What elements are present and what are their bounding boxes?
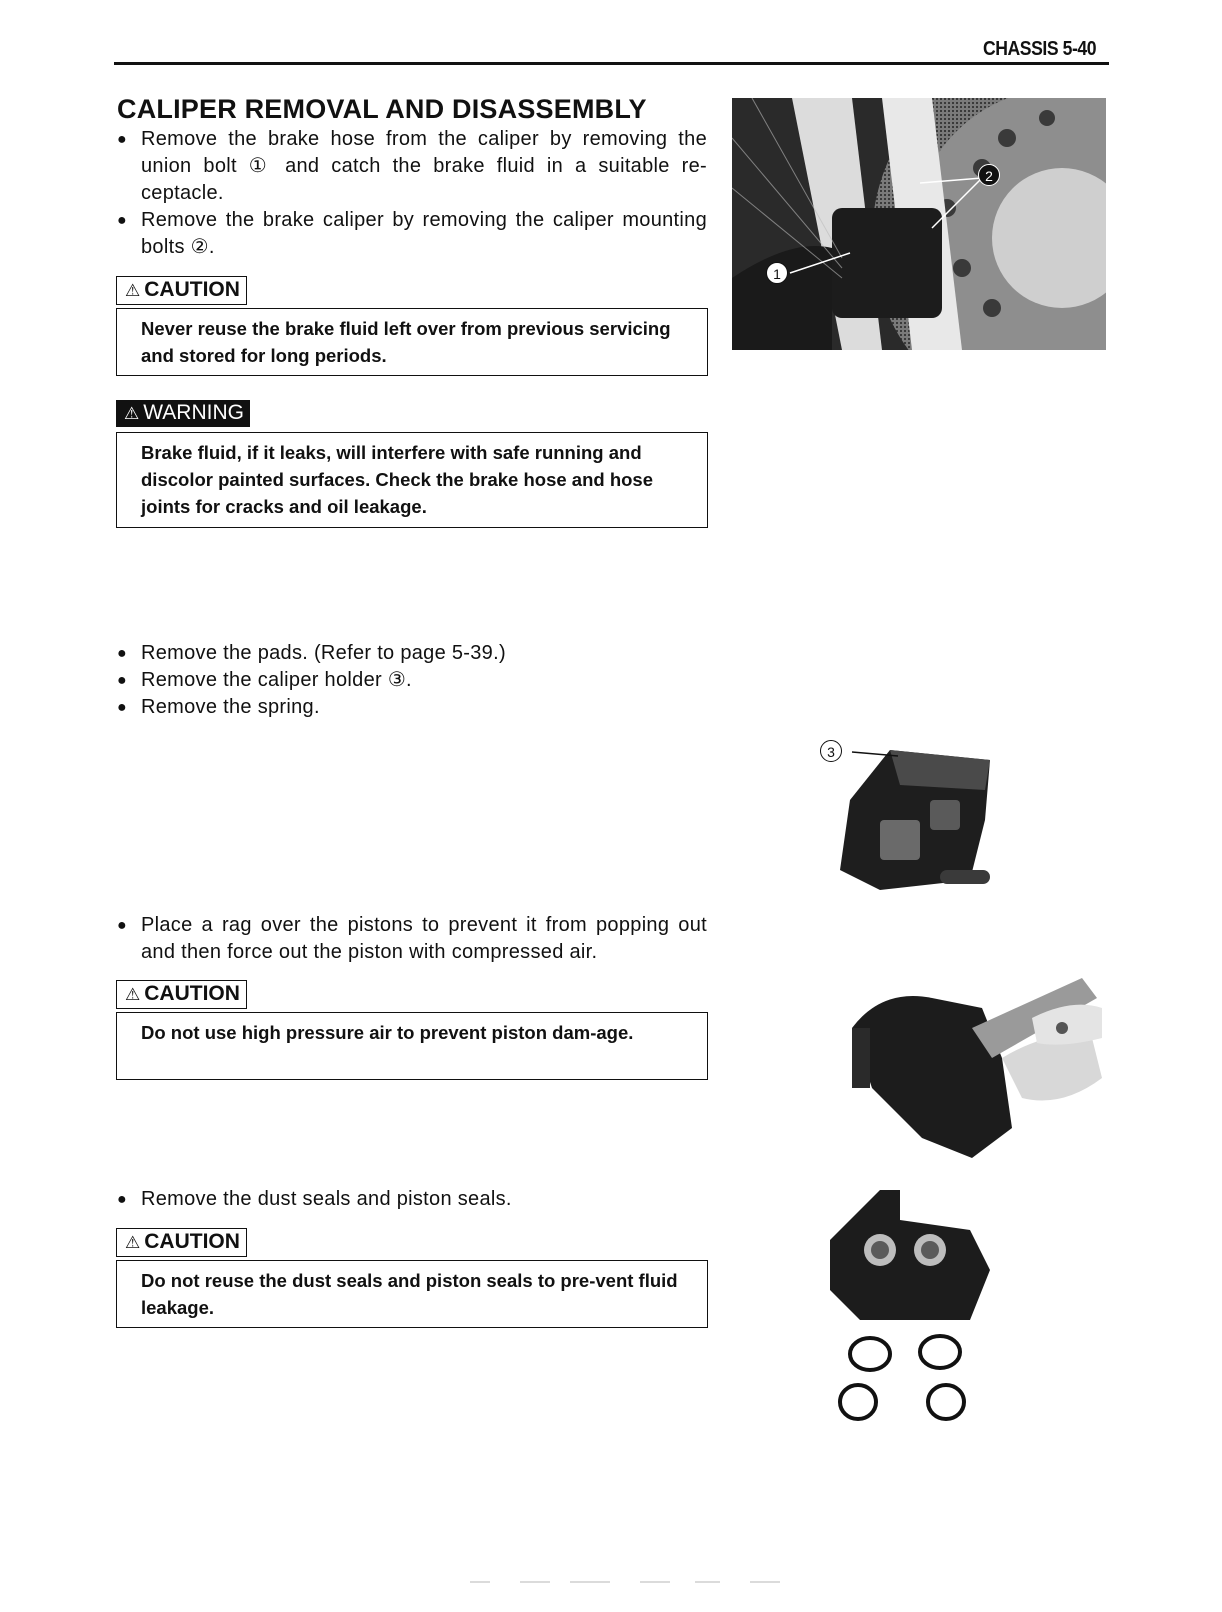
caution-box: Do not use high pressure air to prevent piston dam-age.	[116, 1012, 708, 1080]
warning-label: ⚠ WARNING	[116, 400, 250, 427]
list-item	[117, 667, 707, 694]
bullet-icon: ●	[117, 672, 127, 689]
steps-list-b	[117, 640, 707, 721]
bullet-icon: ●	[117, 1191, 127, 1208]
section-title: CALIPER REMOVAL AND DISASSEMBLY	[117, 94, 647, 124]
page-header: CHASSIS 5-40	[983, 38, 1097, 60]
steps-list-d	[117, 1186, 707, 1213]
caliper-holder-photo	[820, 740, 1020, 910]
list-item	[117, 640, 707, 667]
step-text: Remove the dust seals and piston seals.	[141, 1188, 512, 1210]
caution-box: Never reuse the brake fluid left over from previous servicing and stored for long periods.	[116, 308, 708, 376]
warning-triangle-icon: ⚠	[125, 1233, 141, 1252]
step-text: Remove the caliper holder ③.	[141, 669, 412, 691]
list-item	[117, 207, 707, 261]
caution-label: ⚠ CAUTION	[116, 1228, 247, 1257]
warning-box: Brake fluid, if it leaks, will interfere with safe running and discolor painted surfaces. Check the brake hose and hose joints for cracks and oil leakage.	[116, 432, 708, 528]
header-rule	[114, 62, 1109, 65]
step-text: Remove the spring.	[141, 696, 320, 718]
callout-mounting-bolts: 2	[978, 164, 1000, 186]
footer-marks	[470, 1580, 790, 1584]
caution-label: ⚠ CAUTION	[116, 276, 247, 305]
list-item	[117, 912, 707, 966]
warning-triangle-icon: ⚠	[125, 281, 141, 300]
bullet-icon: ●	[117, 131, 127, 148]
steps-list-a	[117, 126, 707, 261]
bullet-icon: ●	[117, 212, 127, 229]
bullet-icon: ●	[117, 699, 127, 716]
steps-list-c	[117, 912, 707, 966]
caution-label: ⚠ CAUTION	[116, 980, 247, 1009]
step-text: Remove the brake hose from the caliper by removing the union bolt ① and catch the brake fluid in a suitable re-ceptacle.	[141, 128, 707, 204]
caliper-seals-photo	[820, 1190, 1020, 1430]
caliper-on-wheel-photo	[732, 98, 1106, 350]
step-text: Remove the pads. (Refer to page 5-39.)	[141, 642, 506, 664]
list-item	[117, 126, 707, 207]
warning-triangle-icon: ⚠	[125, 985, 141, 1004]
bullet-icon: ●	[117, 645, 127, 662]
list-item	[117, 694, 707, 721]
step-text: Place a rag over the pistons to prevent it from popping out and then force out the piston with compressed air.	[141, 914, 707, 963]
caution-box: Do not reuse the dust seals and piston seals to pre-vent fluid leakage.	[116, 1260, 708, 1328]
bullet-icon: ●	[117, 917, 127, 934]
piston-compressed-air-photo	[852, 968, 1110, 1178]
callout-union-bolt: 1	[766, 262, 788, 284]
list-item	[117, 1186, 707, 1213]
step-text: Remove the brake caliper by removing the caliper mounting bolts ②.	[141, 209, 707, 258]
warning-triangle-icon: ⚠	[124, 404, 140, 423]
callout-caliper-holder: 3	[820, 740, 842, 762]
